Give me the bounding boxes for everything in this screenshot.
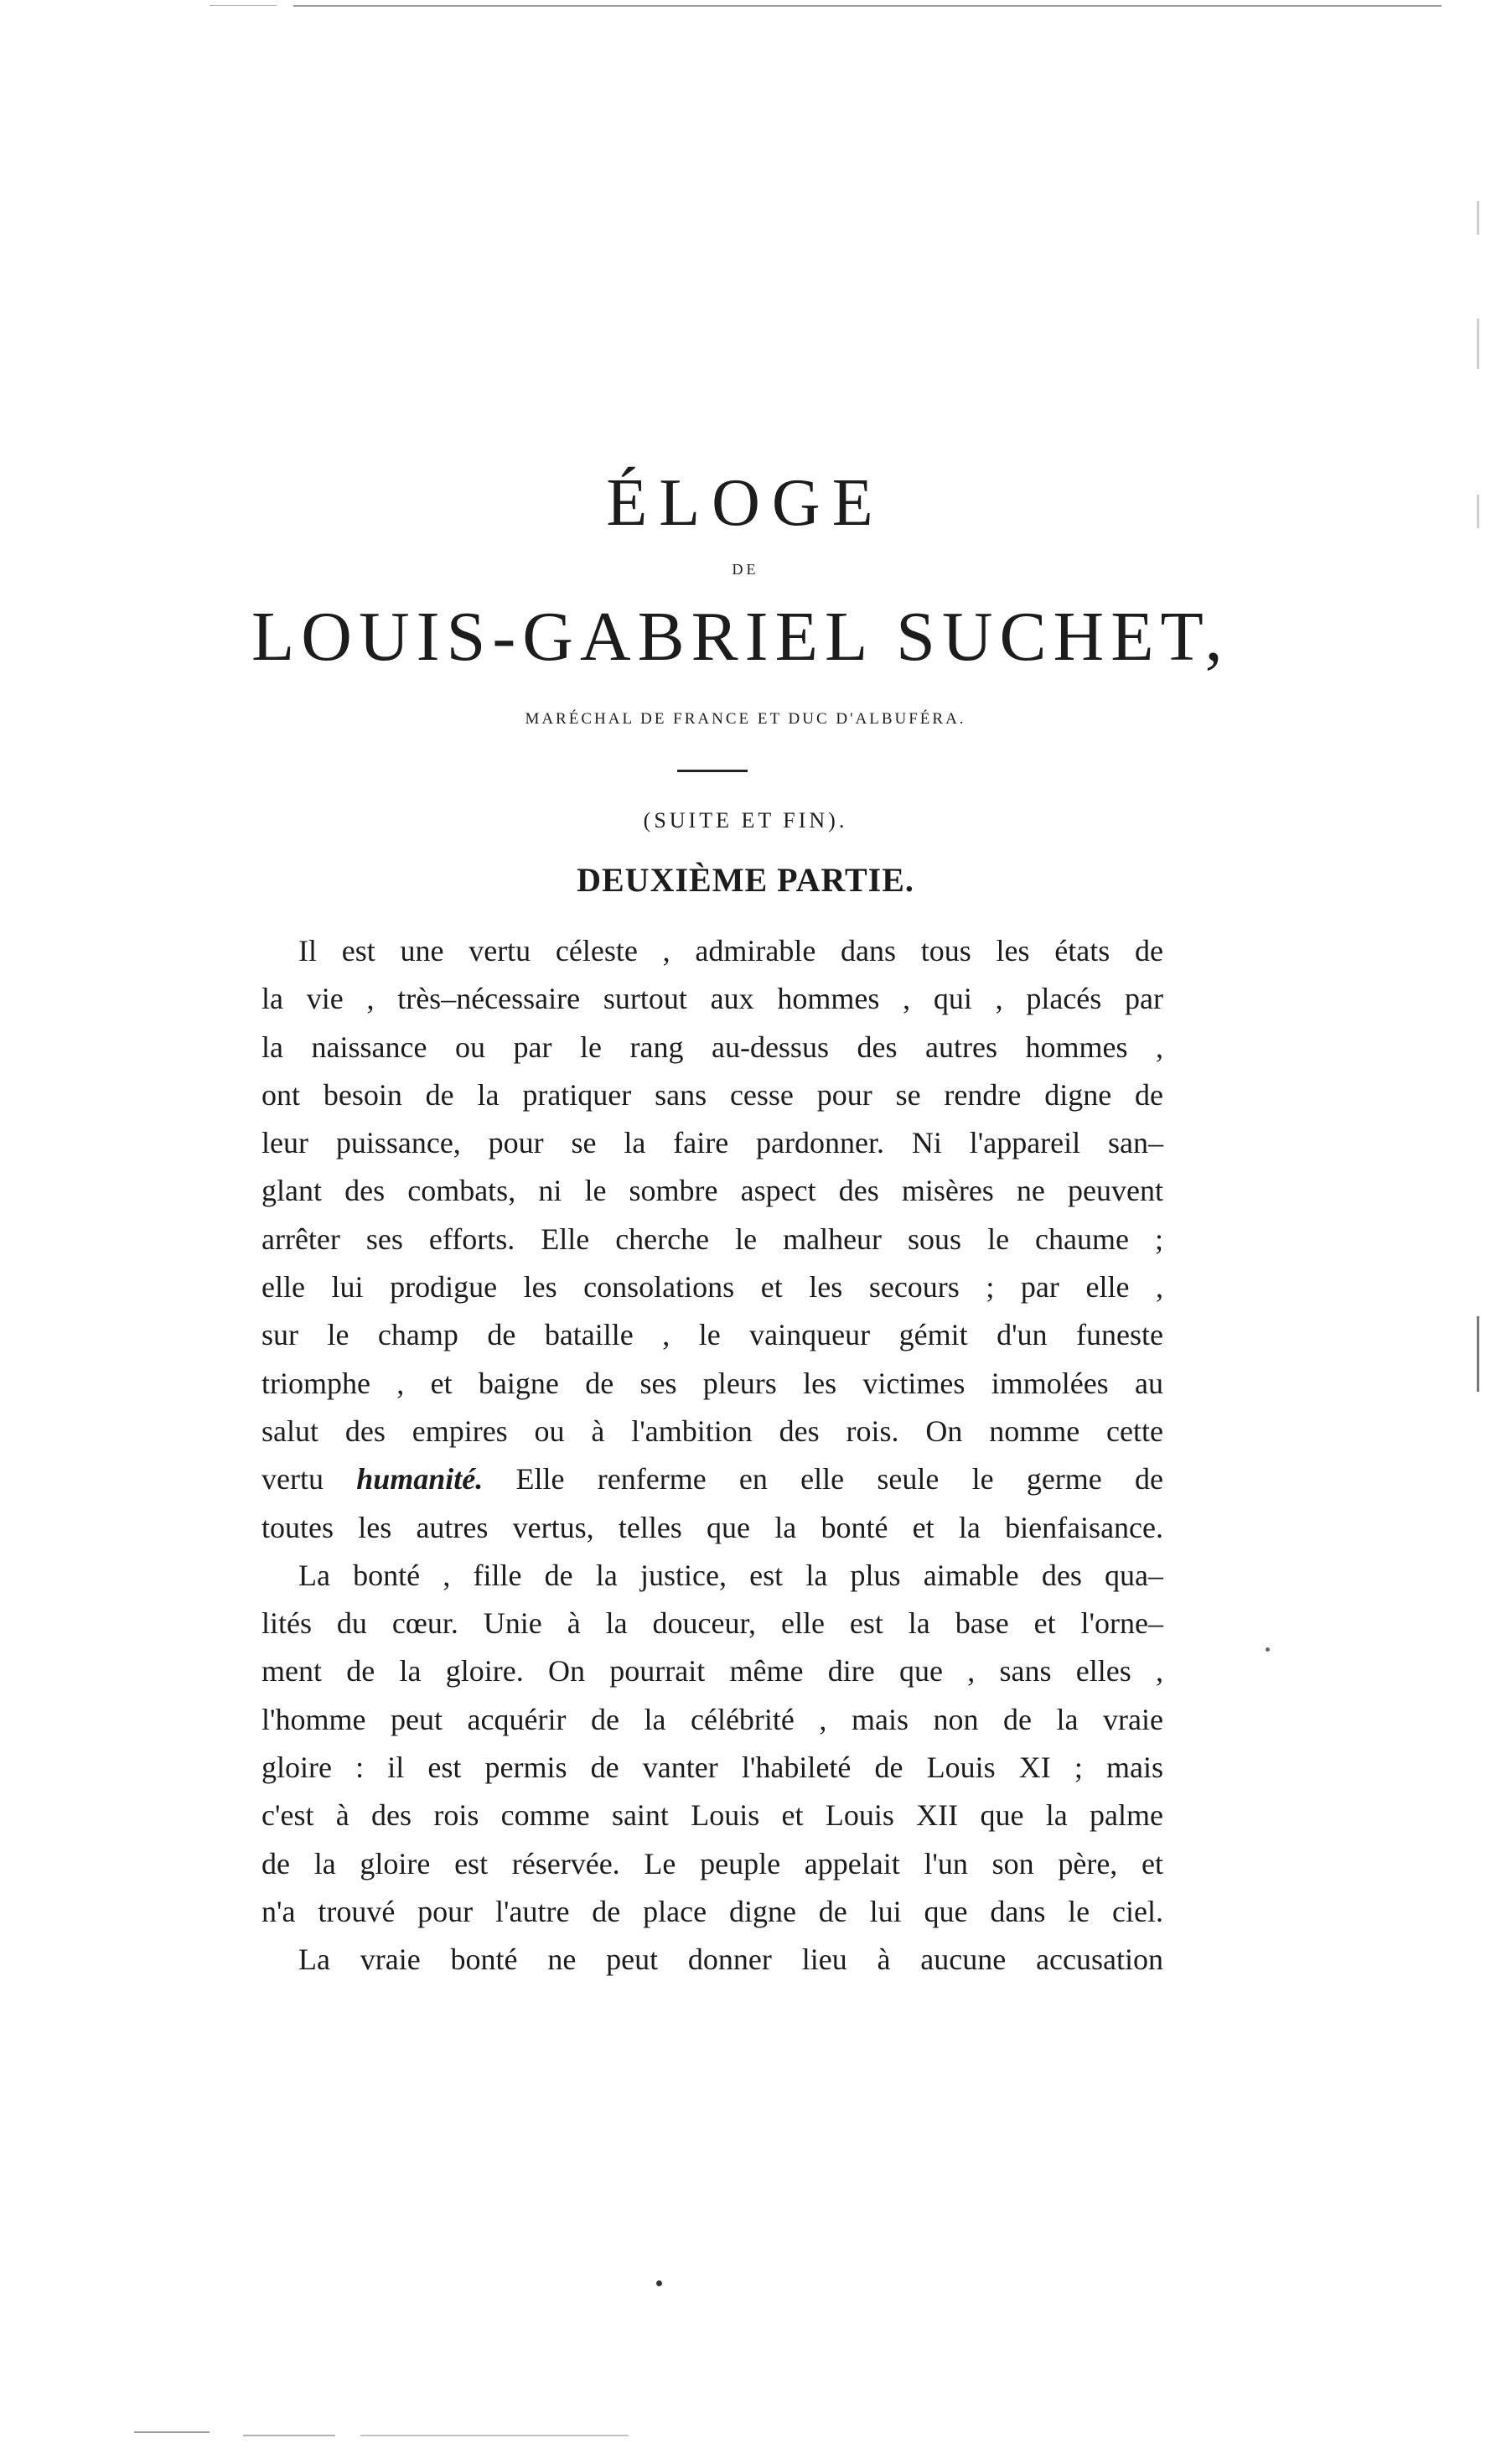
text-line: ment de la gloire. On pourrait même dire que , sans elles , [261,1654,1163,1688]
text-line: de la gloire est réservée. Le peuple appelait l'un son père, et [261,1846,1163,1880]
text-line: toutes les autres vertus, telles que la bonté et la bienfaisance. [261,1510,1163,1544]
text-line: salut des empires ou à l'ambition des rois. On nomme cette [261,1414,1163,1448]
page-dot [656,2280,662,2286]
emphasis-humanite: humanité. [356,1462,484,1497]
text-line: n'a trouvé pour l'autre de place digne de lui que dans le ciel. [261,1894,1163,1928]
text-line: glant des combats, ni le sombre aspect des misères ne peuvent [261,1174,1163,1208]
text-line: l'homme peut acquérir de la célébrité , mais non de la vraie [261,1702,1163,1736]
text-line: leur puissance, pour se la faire pardonner. Ni l'appareil san– [261,1126,1163,1160]
title-divider [677,770,748,772]
text-line: triomphe , et baigne de ses pleurs les victimes immolées au [261,1366,1163,1400]
text-line: Il est une vertu céleste , admirable dans tous les états de [298,934,1163,967]
scan-edge-line [134,2431,210,2433]
title-continuation: (SUITE ET FIN). [643,808,848,833]
scan-edge-mark [1477,319,1479,369]
scan-edge-line [360,2435,629,2436]
part-heading: DEUXIÈME PARTIE. [577,861,914,899]
text-line: ont besoin de la pratiquer sans cesse pour se rendre digne de [261,1077,1163,1112]
text-line: lités du cœur. Unie à la douceur, elle est la base et l'orne– [261,1606,1163,1641]
title-connector: DE [732,561,759,578]
body-text [261,927,1163,1984]
text-line-humanite [261,1455,1163,1503]
text-line: elle lui prodigue les consolations et les secours ; par elle , [261,1270,1163,1305]
text-line: c'est à des rois comme saint Louis et Louis XII que la palme [261,1798,1163,1833]
title-rank: MARÉCHAL DE FRANCE ET DUC D'ALBUFÉRA. [525,710,966,728]
text-fragment: vertu [261,1462,357,1497]
text-line: La vraie bonté ne peut donner lieu à aucune accusation [298,1943,1163,1977]
title-eloge: ÉLOGE [606,466,885,540]
text-line: gloire : il est permis de vanter l'habileté de Louis XI ; mais [261,1751,1163,1785]
text-line: arrêter ses efforts. Elle cherche le malheur sous le chaume ; [261,1222,1163,1256]
scan-edge-mark [1477,1316,1479,1392]
text-line: sur le champ de bataille , le vainqueur gémit d'un funeste [261,1318,1163,1352]
title-name: LOUIS-GABRIEL SUCHET, [251,598,1230,676]
scan-edge-line [293,5,1442,7]
text-line: La bonté , fille de la justice, est la plus aimable des qua– [298,1558,1163,1592]
scan-speck [1266,1647,1270,1652]
text-line: la vie , très–nécessaire surtout aux hommes , qui , placés par [261,982,1163,1016]
text-line: la naissance ou par le rang au-dessus des autres hommes , [261,1030,1163,1064]
scan-edge-line [210,5,277,6]
text-fragment: Elle renferme en elle seule le germe de [483,1462,1164,1497]
scan-edge-mark [1477,201,1479,235]
scan-edge-line [243,2435,335,2436]
